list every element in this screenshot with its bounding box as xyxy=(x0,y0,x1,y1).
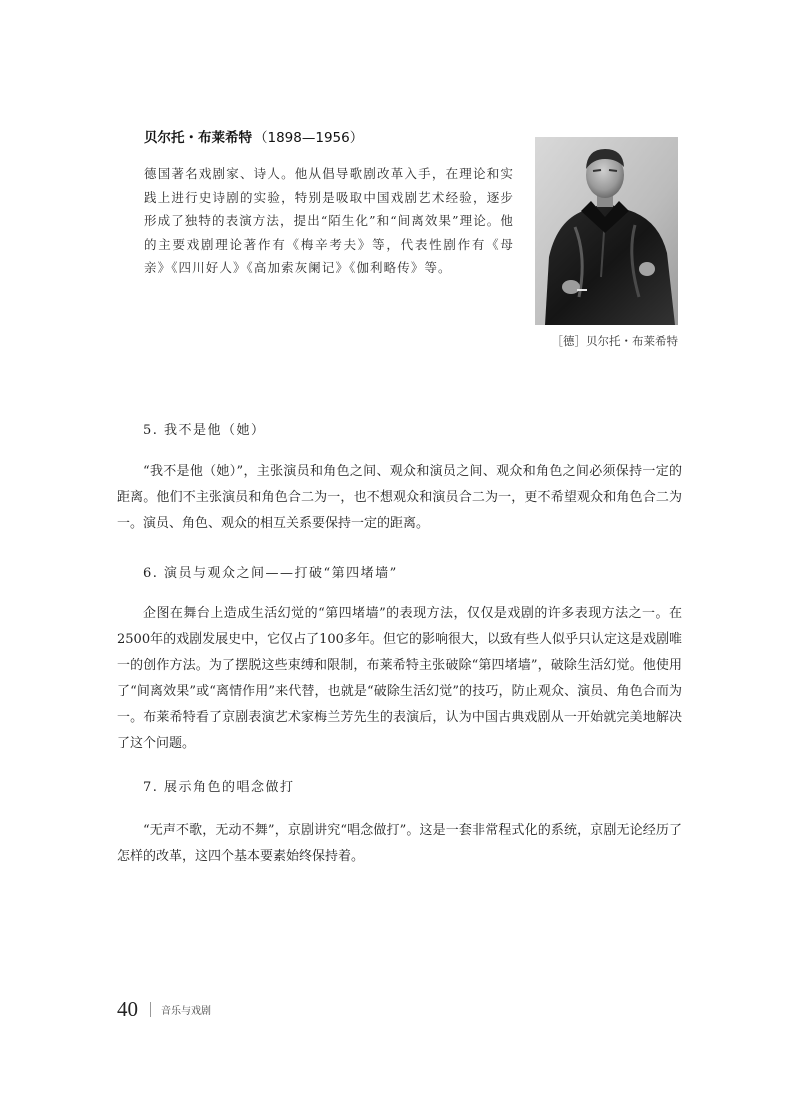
section-heading-7: 7. 展示角色的唱念做打 xyxy=(143,780,295,795)
portrait-photo xyxy=(535,137,678,325)
page-footer xyxy=(117,996,211,1022)
biography-text: 德国著名戏剧家、诗人。他从倡导歌剧改革入手，在理论和实践上进行史诗剧的实验，特别是吸取中国戏剧艺术经验，逐步形成了独特的表演方法，提出“陌生化”和“间离效果”理论。他的主要戏剧理论著作有《梅辛考夫》等，代表性剧作有《母亲》《四川好人》《高加索灰阑记》《伽利略传》等。 xyxy=(144,166,514,275)
section-paragraph-7: “无声不歌，无动不舞”，京剧讲究“唱念做打”。这是一套非常程式化的系统，京剧无论经历了怎样的改革，这四个基本要素始终保持着。 xyxy=(117,823,682,864)
biography-title xyxy=(144,128,514,148)
section-heading-6: 6. 演员与观众之间——打破“第四堵墙” xyxy=(143,566,398,581)
section-paragraph-6: 企图在舞台上造成生活幻觉的“第四堵墙”的表现方法，仅仅是戏剧的许多表现方法之一。在2500年的戏剧发展史中，它仅占了100多年。但它的影响很大，以致有些人似乎只认定这是戏剧唯一的创作方法。为了摆脱这些束缚和限制，布莱希特主张破除“第四堵墙”，破除生活幻觉。他使用了“间离效果”或“离情作用”来代替，也就是“破除生活幻觉”的技巧，防止观众、演员、角色合而为一。布莱希特看了京剧表演艺术家梅兰芳先生的表演后，认为中国古典戏剧从一开始就完美地解决了这个问题。 xyxy=(117,606,682,751)
page-number: 40 xyxy=(117,996,138,1021)
section-heading-5: 5. 我不是他（她） xyxy=(143,423,266,438)
section-paragraph-5: “我不是他（她）”，主张演员和角色之间、观众和演员之间、观众和角色之间必须保持一定的距离。他们不主张演员和角色合二为一，也不想观众和演员合二为一，更不希望观众和角色合二为一。演员、角色、观众的相互关系要保持一定的距离。 xyxy=(117,464,682,531)
biography-years: （1898—1956） xyxy=(254,130,364,146)
book-title: 音乐与戏剧 xyxy=(161,1005,211,1017)
biography-box xyxy=(144,128,514,280)
biography-name: 贝尔托・布莱希特 xyxy=(144,130,252,146)
portrait-caption: ［德］贝尔托・布莱希特 xyxy=(551,334,678,348)
footer-divider xyxy=(150,1002,151,1017)
